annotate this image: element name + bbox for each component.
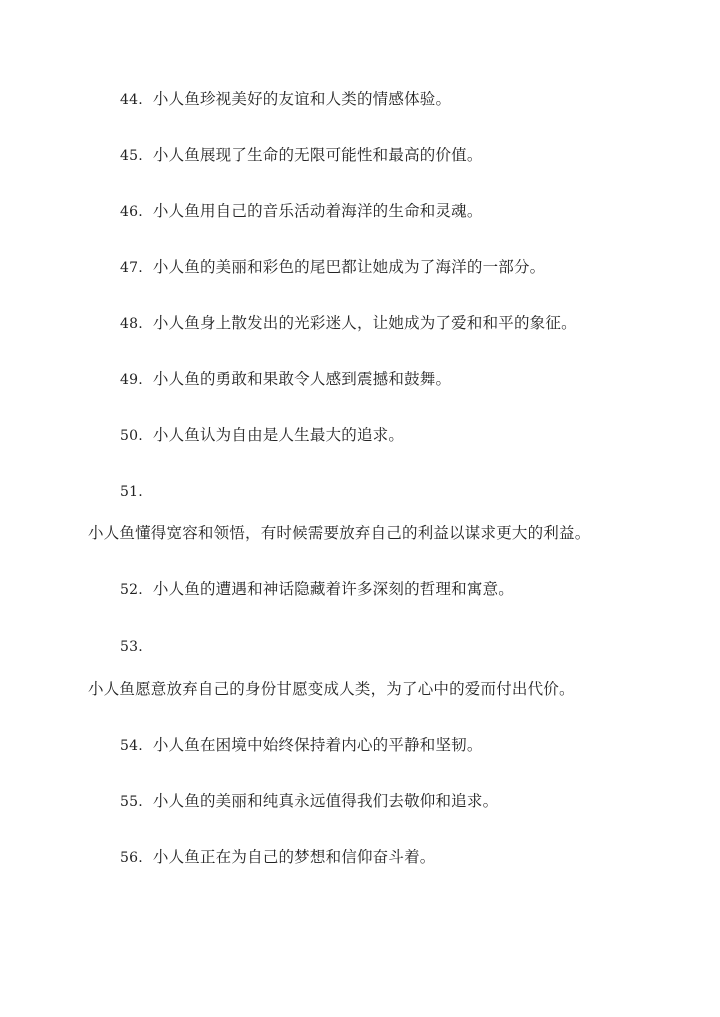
list-item-45 [120,145,483,166]
list-item-56 [120,847,435,868]
list-item-48 [120,313,577,334]
list-item-51-text [88,523,590,543]
item-number: 44. [120,92,143,108]
item-number: 51. [120,484,143,500]
item-text: 小人鱼珍视美好的友谊和人类的情感体验。 [152,90,452,108]
item-text: 小人鱼在困境中始终保持着内心的平静和坚韧。 [152,736,483,754]
list-item-44 [120,89,451,110]
item-text: 小人鱼展现了生命的无限可能性和最高的价值。 [152,146,483,164]
item-number: 56. [120,850,143,866]
item-number: 53. [120,639,143,655]
item-number: 52. [120,582,143,598]
item-text: 小人鱼懂得宽容和领悟，有时候需要放弃自己的利益以谋求更大的利益。 [88,524,591,542]
list-item-51-number [120,481,143,502]
list-item-54 [120,735,483,756]
item-number: 46. [120,204,143,220]
list-item-53-text [88,679,575,699]
item-number: 49. [120,372,143,388]
item-number: 48. [120,316,143,332]
item-number: 45. [120,148,143,164]
list-item-52 [120,579,514,600]
item-number: 47. [120,260,143,276]
item-text: 小人鱼用自己的音乐活动着海洋的生命和灵魂。 [152,202,483,220]
item-text: 小人鱼的美丽和彩色的尾巴都让她成为了海洋的一部分。 [152,258,546,276]
item-number: 50. [120,428,143,444]
list-item-53-number [120,636,143,657]
item-text: 小人鱼认为自由是人生最大的追求。 [152,426,405,444]
item-text: 小人鱼正在为自己的梦想和信仰奋斗着。 [152,848,436,866]
item-number: 54. [120,738,143,754]
item-text: 小人鱼的遭遇和神话隐藏着许多深刻的哲理和寓意。 [152,580,514,598]
list-item-49 [120,369,451,390]
item-text: 小人鱼愿意放弃自己的身份甘愿变成人类，为了心中的爱而付出代价。 [88,680,575,698]
list-item-46 [120,201,483,222]
list-item-47 [120,257,545,278]
list-item-50 [120,425,404,446]
item-text: 小人鱼的美丽和纯真永远值得我们去敬仰和追求。 [152,792,499,810]
item-text: 小人鱼身上散发出的光彩迷人，让她成为了爱和和平的象征。 [152,314,577,332]
item-number: 55. [120,794,143,810]
item-text: 小人鱼的勇敢和果敢令人感到震撼和鼓舞。 [152,370,452,388]
list-item-55 [120,791,498,812]
